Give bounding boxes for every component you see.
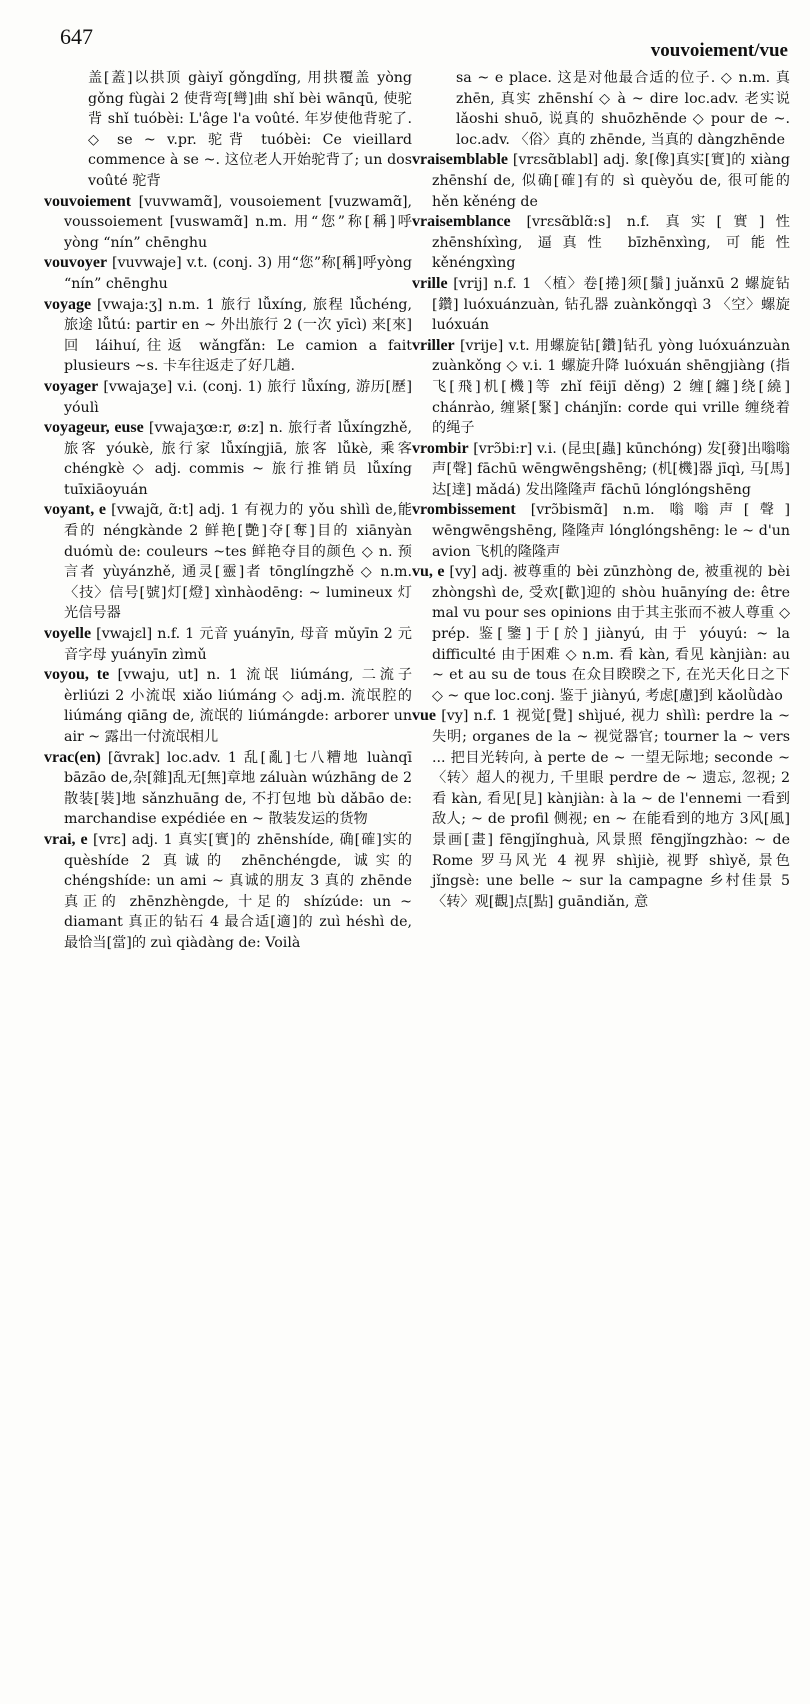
dictionary-entry: vriller [vrije] v.t. 用螺旋钻[鑽]钻孔 yòng luóxuánzuàn zuànkǒng ◇ v.i. 1 螺旋升降 luóxuán shēngjiàng (指飞[飛]机[機]等 zhǐ fēijī děng) 2 缠[纏]绕[繞] chánrào, 缠紧[緊] chánjǐn: corde qui vrille 缠绕着的绳子 — [412, 336, 790, 437]
dictionary-entry: vouvoiement [vuvwamɑ̃], vousoiement [vuzwamɑ̃], voussoiement [vuswamɑ̃] n.m. 用“您”称[稱]呼 yòng “nín” chēnghu — [44, 192, 412, 251]
headword: voyelle — [44, 625, 92, 643]
dictionary-entry: vrai, e [vrɛ] adj. 1 真实[實]的 zhēnshíde, 确[確]实的 quèshíde 2 真诚的 zhēnchéngde, 诚实的 chéngshíde: un ami ~ 真诚的朋友 3 真的 zhēnde 真正的 zhēnzhèngde, 十足的 shízúde: un ~ diamant 真正的钻石 4 最合适[適]的 zuì héshì de, 最恰当[當]的 zuì qiàdàng de: Voilà — [44, 830, 412, 951]
dictionary-entry: vrille [vrij] n.f. 1 〈植〉卷[捲]须[鬚] juǎnxū 2 螺旋钻[鑽] luóxuánzuàn, 钻孔器 zuànkǒngqì 3 〈空〉螺旋 luóxuán — [412, 274, 790, 334]
dictionary-entry: sa ~ e place. 这是对他最合适的位子. ◇ n.m. 真 zhēn, 真实 zhēnshí ◇ à ~ dire loc.adv. 老实说 lǎoshi shuō, 说真的 shuōzhēnde ◇ pour de ~. loc.adv. 〈俗〉真的 zhēnde, 当真的 dàngzhēnde — [456, 70, 790, 148]
headword: voyant, e — [44, 501, 106, 519]
headword: vue — [412, 707, 436, 725]
headword: voyager — [44, 377, 99, 395]
headword: vriller — [412, 336, 455, 354]
dictionary-entry: vouvoyer [vuvwaje] v.t. (conj. 3) 用“您”称[稱]呼yòng “nín” chēnghu — [44, 254, 412, 292]
dictionary-entry: vrombir [vrɔ̃bi:r] v.i. (昆虫[蟲] kūnchóng) 发[發]出嗡嗡声[聲] fāchū wēngwēngshēng; (机[機]器 jīqì, 马[馬]达[達] mǎdá) 发出隆隆声 fāchū lónglóngshēng — [412, 439, 790, 498]
dictionary-entry: voyelle [vwajɛl] n.f. 1 元音 yuányīn, 母音 mǔyīn 2 元音字母 yuányīn zìmǔ — [44, 625, 412, 663]
headword: voyageur, euse — [44, 419, 144, 437]
dictionary-entry: vrac(en) [ɑ̃vrak] loc.adv. 1 乱[亂]七八糟地 luànqī bāzāo de,杂[雜]乱无[無]章地 záluàn wúzhāng de 2 散装[裝]地 sǎnzhuāng de, 不打包地 bù dǎbāo de: marchandise expédiée en ~ 散装发运的货物 — [44, 748, 412, 828]
headword: vrac(en) — [44, 748, 101, 766]
dictionary-entry: 盖[蓋]以拱顶 gàiyǐ gǒngdǐng, 用拱覆盖 yòng gǒng fùgài 2 使背弯[彎]曲 shǐ bèi wānqū, 使驼背 shǐ tuóbèi: L'âge l'a voûté. 年岁使他背驼了. ◇ se ~ v.pr. 驼背 tuóbèi: Ce vieillard commence à se ~. 这位老人开始驼背了; un dos voûté 驼背 — [88, 70, 412, 189]
left-column — [44, 68, 412, 954]
headword: vraisemblable — [412, 151, 508, 169]
dictionary-entry: vraisemblable [vrɛsɑ̃blabl] adj. 象[像]真实[實]的 xiàng zhēnshí de, 似确[確]有的 sì quèyǒu de, 很可能的 hěn kěnéng de — [412, 151, 790, 210]
headword: vrombir — [412, 439, 469, 457]
headword: vrille — [412, 274, 448, 292]
dictionary-entry: voyager [vwajaʒe] v.i. (conj. 1) 旅行 lǚxíng, 游历[歷] yóulì — [44, 377, 412, 416]
headword: vu, e — [412, 563, 445, 581]
dictionary-entry: voyant, e [vwajɑ̃, ɑ̃:t] adj. 1 有视力的 yǒu shìlì de,能看的 néngkànde 2 鲜艳[艷]夺[奪]目的 xiānyàn duómù de: couleurs ~tes 鲜艳夺目的颜色 ◇ n. 预言者 yùyánzhě, 通灵[靈]者 tōnglíngzhě ◇ n.m. 〈技〉信号[號]灯[燈] xìnhàodēng: ~ lumineux 灯光信号器 — [44, 501, 413, 622]
dictionary-entry: voyage [vwaja:ʒ] n.m. 1 旅行 lǚxíng, 旅程 lǚchéng, 旅途 lǚtú: partir en ~ 外出旅行 2 (一次 yīcì) 来[來]回 láihuí,往返 wǎngfǎn: Le camion a fait plusieurs ~s. 卡车往返走了好几趟. — [44, 295, 412, 375]
right-column — [412, 68, 790, 912]
dictionary-entry: vue [vy] n.f. 1 视觉[覺] shìjué, 视力 shìlì: perdre la ~ 失明; organes de la ~ 视觉器官; tourner la ~ vers ... 把目光转向, à perte de ~ 一望无际地; seconde ~ 〈转〉超人的视力, 千里眼 perdre de ~ 遗忘, 忽视; 2 看 kàn, 看见[見] kànjiàn: à la ~ de l'ennemi 一看到敌人; ~ de profil 侧视; en ~ 在能看到的地方 3风[風]景画[畫] fēngjǐnghuà, 风景照 fēngjǐngzhào: ~ de Rome 罗马风光 4 视界 shìjiè, 视野 shìyě, 景色 jǐngsè: une belle ~ sur la campagne 乡村佳景 5 〈转〉观[觀]点[點] guāndiǎn, 意 — [412, 707, 790, 910]
dictionary-entry: vu, e [vy] adj. 被尊重的 bèi zūnzhòng de, 被重视的 bèi zhòngshì de, 受欢[歡]迎的 shòu huānyíng de: être mal vu pour ses opinions 由于其主张而不被人尊重 ◇ prép. 鉴[鑒]于[於] jiànyú, 由于 yóuyú: ~ la difficulté 由于困难 ◇ n.m. 看 kàn, 看见 kànjiàn: au ~ et au su de tous 在众目睽睽之下, 在光天化日之下 ◇ ~ que loc.conj. 鉴于 jiànyú, 考虑[慮]到 kǎolǜdào — [412, 563, 791, 704]
headword: vouvoiement — [44, 192, 132, 210]
headword: vraisemblance — [412, 213, 511, 231]
page-number: 647 — [60, 24, 93, 49]
headword: vouvoyer — [44, 254, 108, 272]
headword: vrai, e — [44, 830, 88, 848]
headword: vrombissement — [412, 501, 516, 519]
headword: voyou, te — [44, 666, 110, 684]
dictionary-entry: voyageur, euse [vwajaʒœ:r, ø:z] n. 旅行者 lǚxíngzhě, 旅客 yóukè, 旅行家 lǚxíngjiā, 旅客 lǚkè, 乘客 chéngkè ◇ adj. commis ~ 旅行推销员 lǚxíng tuīxiāoyuán — [44, 419, 412, 498]
dictionary-entry: voyou, te [vwaju, ut] n. 1 流氓 liúmáng, 二流子 èrliúzi 2 小流氓 xiǎo liúmáng ◇ adj.m. 流氓腔的 liúmáng qiāng de, 流氓的 liúmángde: arborer un air ~ 露出一付流氓相儿 — [44, 666, 413, 745]
running-head: vouvoiement/vue — [650, 40, 788, 61]
dictionary-entry: vrombissement [vrɔ̃bismɑ̃] n.m. 嗡嗡声[聲] wēngwēngshēng, 隆隆声 lónglóngshēng: le ~ d'un avion 飞机的隆隆声 — [412, 501, 790, 560]
headword: voyage — [44, 295, 92, 313]
dictionary-entry: vraisemblance [vrɛsɑ̃blɑ̃:s] n.f. 真实[實]性 zhēnshíxìng, 逼真性 bīzhēnxìng, 可能性 kěnéngxìng — [412, 213, 790, 272]
